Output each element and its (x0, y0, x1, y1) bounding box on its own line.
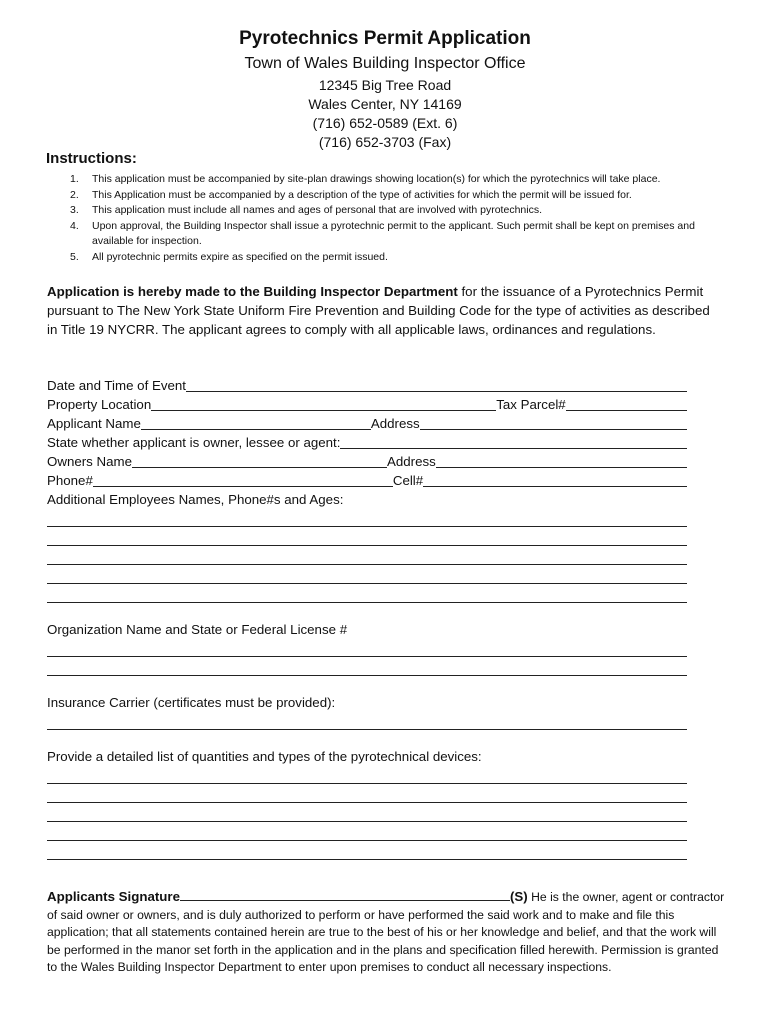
signature-section (47, 888, 731, 977)
applicant-name-field[interactable] (141, 415, 371, 430)
item-number: 3. (70, 204, 79, 217)
tax-parcel-field[interactable] (566, 396, 687, 411)
statement-text: for the issuance of a Pyrotechnics Permit pursuant to The New York State Uniform Fire Prevention and Building Code for the type of activities as described in Title 19 NYCRR. The applicant agrees to comply with all applicable laws, ordinances and regulations. (47, 284, 710, 337)
instructions-heading: Instructions: (46, 150, 137, 167)
organization-line[interactable] (47, 639, 687, 657)
employees-line[interactable] (47, 528, 687, 546)
list-item (70, 203, 730, 219)
list-item (70, 219, 730, 250)
devices-line[interactable] (47, 766, 687, 784)
application-fields (47, 376, 687, 861)
organization-line[interactable] (47, 658, 687, 676)
item-text: This application must be accompanied by site-plan drawings showing location(s) for which the pyrotechnics will take place. (92, 173, 661, 185)
property-location-field[interactable] (151, 396, 496, 411)
devices-line[interactable] (47, 823, 687, 841)
list-item (70, 172, 730, 188)
cell-field[interactable] (423, 472, 687, 487)
devices-label: Provide a detailed list of quantities and types of the pyrotechnical devices: (47, 749, 482, 764)
employees-label: Additional Employees Names, Phone#s and Ages: (47, 492, 344, 507)
insurance-line[interactable] (47, 712, 687, 730)
item-text: This Application must be accompanied by a description of the type of activities for which the permit will be issued for. (92, 188, 632, 201)
item-text: All pyrotechnic permits expire as specified on the permit issued. (92, 250, 388, 263)
property-location-label: Property Location (47, 397, 152, 412)
list-item (70, 250, 730, 266)
employees-line[interactable] (47, 509, 687, 527)
employees-line[interactable] (47, 585, 687, 603)
signature-statement: He is the owner, agent or contractor of said owner or owners, and is duly authorized to perform or have performed the said work and to make and file this application; that all statements contained herein are true to the best of his or her knowledge and belief, and that the work will be performed in the manor set forth in the application and in the plans and specification filled herewith. Permission is granted to the Wales Building Inspector Department to enter upon premises to conduct all necessary inspections. (47, 890, 725, 975)
form-header (0, 26, 770, 152)
page-title: Pyrotechnics Permit Application (239, 28, 531, 49)
phone-label: Phone# (47, 473, 93, 488)
phone-line: (716) 652-0589 (Ext. 6) (312, 115, 458, 131)
applicant-name-label: Applicant Name (47, 416, 141, 431)
phone-row (47, 471, 687, 490)
instructions-list (70, 172, 730, 266)
organization-label: Organization Name and State or Federal License # (47, 622, 348, 637)
office-name: Town of Wales Building Inspector Office (244, 55, 526, 72)
tax-parcel-label: Tax Parcel# (496, 397, 566, 412)
phone-field[interactable] (93, 472, 393, 487)
owner-address-field[interactable] (436, 453, 687, 468)
owners-name-label: Owners Name (47, 454, 132, 469)
signature-field[interactable] (180, 888, 510, 901)
item-text: Upon approval, the Building Inspector shall issue a pyrotechnic permit to the applicant. Such permit shall be kept on premises and available for inspection. (92, 219, 695, 248)
devices-line[interactable] (47, 785, 687, 803)
property-row (47, 395, 687, 414)
item-number: 4. (70, 219, 79, 232)
list-item (70, 188, 730, 204)
fax-line: (716) 652-3703 (Fax) (318, 134, 452, 150)
cell-label: Cell# (392, 473, 424, 488)
item-number: 2. (70, 188, 79, 201)
applicant-address-field[interactable] (420, 415, 687, 430)
application-statement (47, 282, 719, 339)
owner-address-label: Address (386, 454, 436, 469)
employees-line[interactable] (47, 547, 687, 565)
devices-line[interactable] (47, 804, 687, 822)
item-number: 5. (70, 250, 79, 263)
insurance-label: Insurance Carrier (certificates must be provided): (47, 695, 336, 710)
applicant-role-field[interactable] (340, 434, 687, 449)
date-time-label: Date and Time of Event (47, 378, 186, 393)
applicant-row (47, 414, 687, 433)
address-line: Wales Center, NY 14169 (308, 96, 462, 112)
item-number: 1. (70, 173, 79, 185)
owners-name-field[interactable] (132, 453, 387, 468)
signature-mark: (S) (510, 889, 528, 904)
statement-bold: Application is hereby made to the Building Inspector Department (47, 284, 458, 299)
applicant-role-row (47, 433, 687, 452)
date-time-row (47, 376, 687, 395)
address-line: 12345 Big Tree Road (318, 77, 452, 93)
applicant-address-label: Address (370, 416, 420, 431)
employees-row (47, 490, 687, 509)
signature-label: Applicants Signature (47, 889, 180, 904)
item-text: This application must include all names and ages of personal that are involved with pyrotechnics. (92, 204, 542, 217)
applicant-role-label: State whether applicant is owner, lessee or agent: (47, 435, 341, 450)
employees-line[interactable] (47, 566, 687, 584)
devices-line[interactable] (47, 842, 687, 860)
owner-row (47, 452, 687, 471)
date-time-field[interactable] (186, 377, 687, 392)
